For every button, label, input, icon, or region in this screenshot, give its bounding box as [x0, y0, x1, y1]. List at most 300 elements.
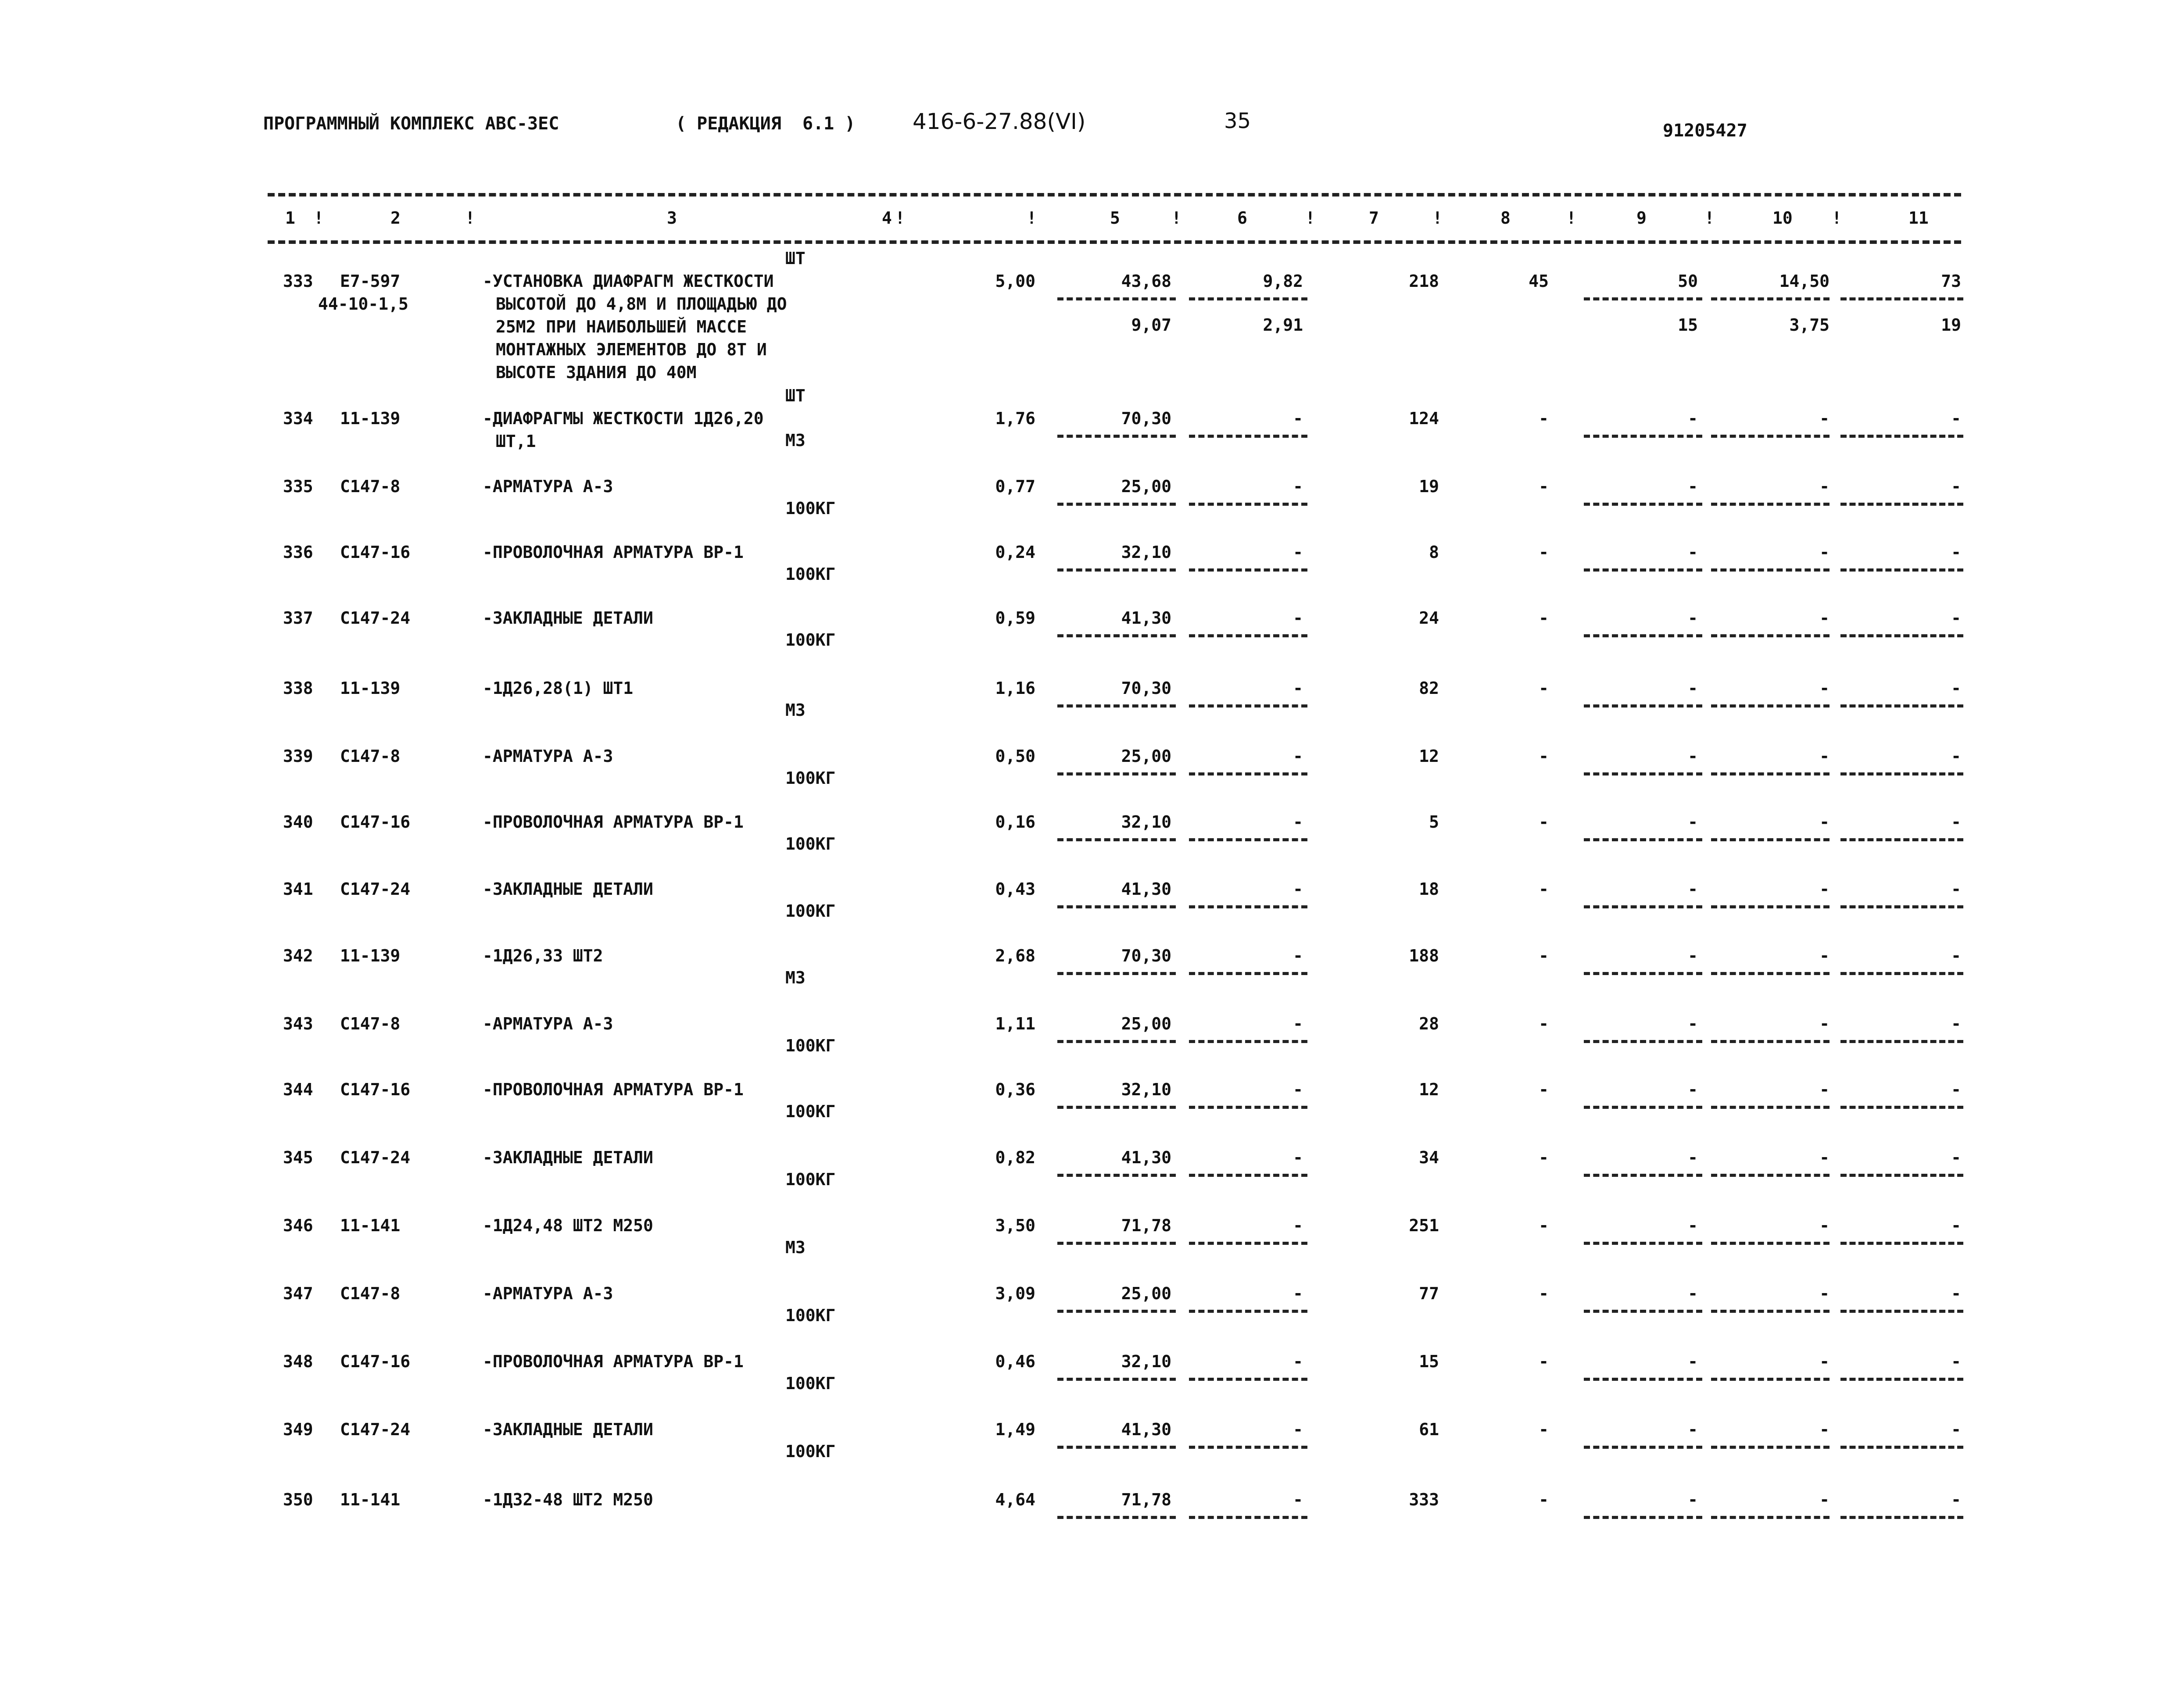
cell-c7: 12	[1419, 1080, 1439, 1099]
cell-c7: 34	[1419, 1148, 1439, 1167]
row-number: 345	[283, 1148, 313, 1167]
cell-c11: -	[1951, 477, 1961, 496]
cell-c6: -	[1293, 608, 1303, 628]
cell-c8: -	[1539, 1080, 1549, 1099]
cell-c5: 32,10	[1121, 1080, 1171, 1099]
cell-qty: 0,77	[995, 477, 1035, 496]
cell-c5: 41,30	[1121, 879, 1171, 899]
cell-c6b: 2,91	[1263, 315, 1303, 335]
cell-qty: 3,09	[995, 1284, 1035, 1303]
unit-label: 100КГ	[785, 630, 836, 650]
cell-qty: 1,11	[995, 1014, 1035, 1033]
work-description: -1Д26,33 ШТ2	[483, 946, 603, 965]
value-underline	[1057, 503, 1176, 506]
column-number: 3	[667, 208, 677, 228]
unit-label: 100КГ	[785, 1306, 836, 1325]
cell-c7: 24	[1419, 608, 1439, 628]
cell-c6: -	[1293, 1148, 1303, 1167]
value-underline	[1057, 838, 1176, 841]
rate-code: С147-16	[340, 1352, 411, 1371]
value-underline	[1840, 634, 1963, 637]
cell-c8: -	[1539, 1352, 1549, 1371]
cell-c10: -	[1819, 747, 1830, 766]
cell-c5: 32,10	[1121, 812, 1171, 832]
value-underline	[1189, 905, 1307, 908]
column-separator: !	[1305, 208, 1315, 228]
value-underline	[1584, 1040, 1702, 1043]
cell-c9: -	[1688, 946, 1698, 965]
value-underline	[1584, 1174, 1702, 1177]
document-code: 91205427	[1663, 121, 1747, 141]
value-underline	[1057, 1106, 1176, 1109]
cell-c7: 333	[1409, 1490, 1439, 1509]
row-number: 342	[283, 946, 313, 965]
rate-code: С147-24	[340, 1148, 411, 1167]
value-underline	[1057, 1516, 1176, 1519]
value-underline	[1711, 1174, 1830, 1177]
cell-c11: -	[1951, 1216, 1961, 1235]
value-underline	[1840, 1446, 1963, 1449]
value-underline	[1711, 772, 1830, 775]
cell-c5: 71,78	[1121, 1216, 1171, 1235]
cell-c7: 188	[1409, 946, 1439, 965]
unit-label: 100КГ	[785, 1442, 836, 1461]
table-header-rule	[268, 240, 1961, 244]
column-number: 5	[1110, 208, 1120, 228]
work-description-line: ВЫСОТЕ ЗДАНИЯ ДО 40М	[496, 363, 697, 382]
unit-label: ШТ	[785, 249, 806, 268]
unit-label: 100КГ	[785, 565, 836, 584]
cell-c5b: 9,07	[1131, 315, 1171, 335]
cell-c7: 77	[1419, 1284, 1439, 1303]
cell-c8: -	[1539, 879, 1549, 899]
column-number: 7	[1369, 208, 1379, 228]
cell-c5: 70,30	[1121, 946, 1171, 965]
program-title: ПРОГРАММНЫЙ КОМПЛЕКС АВС-ЗЕС	[263, 114, 559, 134]
value-underline	[1584, 972, 1702, 975]
cell-c7: 124	[1409, 409, 1439, 428]
unit-label: 100КГ	[785, 1036, 836, 1055]
table-top-rule	[268, 193, 1961, 197]
cell-c6: 9,82	[1263, 272, 1303, 291]
work-description: -ПРОВОЛОЧНАЯ АРМАТУРА ВР-1	[483, 1080, 744, 1099]
row-number: 349	[283, 1420, 313, 1439]
cell-c9: -	[1688, 409, 1698, 428]
cell-c8: -	[1539, 543, 1549, 562]
cell-c5: 32,10	[1121, 543, 1171, 562]
value-underline	[1057, 1040, 1176, 1043]
value-underline	[1057, 772, 1176, 775]
work-description: -ПРОВОЛОЧНАЯ АРМАТУРА ВР-1	[483, 543, 744, 562]
cell-c9: -	[1688, 1014, 1698, 1033]
cell-c8: -	[1539, 1490, 1549, 1509]
cell-c11: -	[1951, 747, 1961, 766]
cell-c6: -	[1293, 1420, 1303, 1439]
column-separator: !	[1566, 208, 1576, 228]
value-underline	[1057, 972, 1176, 975]
cell-qty: 0,43	[995, 879, 1035, 899]
value-underline	[1840, 972, 1963, 975]
value-underline	[1584, 1516, 1702, 1519]
value-underline	[1057, 435, 1176, 438]
cell-qty: 0,46	[995, 1352, 1035, 1371]
cell-qty: 0,50	[995, 747, 1035, 766]
value-underline	[1584, 1378, 1702, 1381]
unit-label: 100КГ	[785, 834, 836, 854]
unit-label: 100КГ	[785, 901, 836, 921]
value-underline	[1189, 1040, 1307, 1043]
cell-c9: -	[1688, 1490, 1698, 1509]
cell-c10: -	[1819, 608, 1830, 628]
cell-qty: 1,16	[995, 679, 1035, 698]
cell-c7: 18	[1419, 879, 1439, 899]
cell-c10b: 3,75	[1789, 315, 1830, 335]
row-number: 337	[283, 608, 313, 628]
value-underline	[1189, 1378, 1307, 1381]
value-underline	[1711, 297, 1830, 300]
cell-c8: -	[1539, 1014, 1549, 1033]
unit-label: 100КГ	[785, 1170, 836, 1189]
column-separator: !	[1432, 208, 1443, 228]
value-underline	[1584, 297, 1702, 300]
row-number: 338	[283, 679, 313, 698]
cell-c5: 41,30	[1121, 1148, 1171, 1167]
column-number: 11	[1908, 208, 1929, 228]
value-underline	[1189, 838, 1307, 841]
cell-c9: -	[1688, 1080, 1698, 1099]
row-number: 344	[283, 1080, 313, 1099]
column-number: 10	[1772, 208, 1793, 228]
cell-c8: 45	[1529, 272, 1549, 291]
cell-c7: 28	[1419, 1014, 1439, 1033]
cell-c10: -	[1819, 409, 1830, 428]
value-underline	[1711, 503, 1830, 506]
cell-c5: 41,30	[1121, 1420, 1171, 1439]
work-description: -АРМАТУРА А-3	[483, 477, 613, 496]
cell-c8: -	[1539, 1216, 1549, 1235]
value-underline	[1189, 1446, 1307, 1449]
row-number: 336	[283, 543, 313, 562]
cell-c5: 25,00	[1121, 1014, 1171, 1033]
value-underline	[1189, 704, 1307, 708]
cell-qty: 4,64	[995, 1490, 1035, 1509]
cell-c8: -	[1539, 679, 1549, 698]
row-number: 340	[283, 812, 313, 832]
cell-c6: -	[1293, 812, 1303, 832]
unit-label: М3	[785, 700, 806, 720]
cell-c11: -	[1951, 1148, 1961, 1167]
value-underline	[1584, 435, 1702, 438]
cell-c8: -	[1539, 477, 1549, 496]
cell-c10: -	[1819, 1420, 1830, 1439]
cell-c11: -	[1951, 1352, 1961, 1371]
value-underline	[1584, 704, 1702, 708]
cell-c6: -	[1293, 1080, 1303, 1099]
value-underline	[1057, 297, 1176, 300]
cell-qty: 0,59	[995, 608, 1035, 628]
value-underline	[1189, 972, 1307, 975]
cell-c7: 15	[1419, 1352, 1439, 1371]
cell-c10: -	[1819, 1352, 1830, 1371]
cell-c9: 50	[1678, 272, 1698, 291]
rate-code: Е7-597	[340, 272, 401, 291]
cell-qty: 0,24	[995, 543, 1035, 562]
row-number: 348	[283, 1352, 313, 1371]
row-number: 350	[283, 1490, 313, 1509]
cell-c10: -	[1819, 946, 1830, 965]
value-underline	[1840, 503, 1963, 506]
column-number: 6	[1237, 208, 1247, 228]
row-number: 343	[283, 1014, 313, 1033]
work-description-line: ВЫСОТОЙ ДО 4,8М И ПЛОЩАДЬЮ ДО	[496, 294, 787, 314]
cell-c9: -	[1688, 477, 1698, 496]
value-underline	[1711, 1106, 1830, 1109]
cell-c7: 82	[1419, 679, 1439, 698]
cell-qty: 1,76	[995, 409, 1035, 428]
rate-code: 11-141	[340, 1216, 401, 1235]
cell-c5: 70,30	[1121, 679, 1171, 698]
unit-label: М3	[785, 431, 806, 450]
cell-c10: -	[1819, 1080, 1830, 1099]
cell-c9: -	[1688, 1352, 1698, 1371]
value-underline	[1189, 1242, 1307, 1245]
cell-c11: 73	[1941, 272, 1961, 291]
rate-code: С147-8	[340, 747, 401, 766]
edition-label: ( РЕДАКЦИЯ 6.1 )	[676, 114, 856, 134]
cell-c11: -	[1951, 879, 1961, 899]
value-underline	[1189, 1106, 1307, 1109]
value-underline	[1189, 568, 1307, 572]
column-separator: !	[895, 208, 905, 228]
cell-c8: -	[1539, 608, 1549, 628]
work-description: -АРМАТУРА А-3	[483, 1284, 613, 1303]
cell-c11: -	[1951, 1490, 1961, 1509]
cell-c9: -	[1688, 608, 1698, 628]
cell-c6: -	[1293, 1284, 1303, 1303]
rate-code-secondary: 44-10-1,5	[318, 294, 408, 314]
work-description: -ПРОВОЛОЧНАЯ АРМАТУРА ВР-1	[483, 1352, 744, 1371]
value-underline	[1584, 1106, 1702, 1109]
value-underline	[1711, 634, 1830, 637]
work-description-line: ШТ,1	[496, 432, 536, 451]
value-underline	[1584, 568, 1702, 572]
cell-c7: 5	[1429, 812, 1439, 832]
value-underline	[1057, 1378, 1176, 1381]
value-underline	[1189, 1310, 1307, 1313]
value-underline	[1711, 1242, 1830, 1245]
value-underline	[1189, 435, 1307, 438]
cell-c8: -	[1539, 812, 1549, 832]
cell-c7: 19	[1419, 477, 1439, 496]
value-underline	[1057, 1242, 1176, 1245]
cell-c11: -	[1951, 1080, 1961, 1099]
project-code: 416-6-27.88(VI)	[913, 109, 1086, 134]
rate-code: С147-16	[340, 812, 411, 832]
cell-c9: -	[1688, 747, 1698, 766]
cell-c6: -	[1293, 747, 1303, 766]
value-underline	[1840, 1242, 1963, 1245]
work-description: -ЗАКЛАДНЫЕ ДЕТАЛИ	[483, 608, 653, 628]
column-number: 2	[390, 208, 401, 228]
value-underline	[1711, 435, 1830, 438]
cell-c5: 32,10	[1121, 1352, 1171, 1371]
value-underline	[1584, 772, 1702, 775]
cell-c6: -	[1293, 477, 1303, 496]
unit-label: ШТ	[785, 386, 806, 405]
cell-c9b: 15	[1678, 315, 1698, 335]
value-underline	[1584, 838, 1702, 841]
value-underline	[1840, 1174, 1963, 1177]
value-underline	[1584, 1310, 1702, 1313]
value-underline	[1711, 568, 1830, 572]
value-underline	[1584, 1242, 1702, 1245]
unit-label: 100КГ	[785, 1374, 836, 1393]
value-underline	[1711, 1040, 1830, 1043]
value-underline	[1584, 905, 1702, 908]
row-number: 347	[283, 1284, 313, 1303]
work-description: -ЗАКЛАДНЫЕ ДЕТАЛИ	[483, 1148, 653, 1167]
column-separator: !	[1171, 208, 1182, 228]
rate-code: С147-16	[340, 1080, 411, 1099]
cell-c10: -	[1819, 1490, 1830, 1509]
value-underline	[1189, 772, 1307, 775]
rate-code: С147-24	[340, 1420, 411, 1439]
value-underline	[1711, 838, 1830, 841]
cell-c6: -	[1293, 1014, 1303, 1033]
cell-c5: 43,68	[1121, 272, 1171, 291]
unit-label: 100КГ	[785, 768, 836, 788]
value-underline	[1840, 838, 1963, 841]
cell-c11: -	[1951, 409, 1961, 428]
unit-label: 100КГ	[785, 1102, 836, 1121]
value-underline	[1840, 1106, 1963, 1109]
cell-qty: 5,00	[995, 272, 1035, 291]
cell-c6: -	[1293, 1490, 1303, 1509]
cell-c9: -	[1688, 812, 1698, 832]
cell-c9: -	[1688, 1148, 1698, 1167]
value-underline	[1711, 1310, 1830, 1313]
cell-c11: -	[1951, 608, 1961, 628]
rate-code: С147-8	[340, 477, 401, 496]
value-underline	[1057, 1446, 1176, 1449]
work-description: -1Д26,28(1) ШТ1	[483, 679, 634, 698]
rate-code: С147-24	[340, 608, 411, 628]
column-separator: !	[1832, 208, 1842, 228]
cell-c8: -	[1539, 409, 1549, 428]
value-underline	[1584, 503, 1702, 506]
cell-c6: -	[1293, 679, 1303, 698]
cell-c11: -	[1951, 812, 1961, 832]
work-description: -ЗАКЛАДНЫЕ ДЕТАЛИ	[483, 1420, 653, 1439]
cell-c10: -	[1819, 1148, 1830, 1167]
value-underline	[1711, 905, 1830, 908]
unit-label: 100КГ	[785, 499, 836, 518]
value-underline	[1711, 972, 1830, 975]
page-number: 35	[1224, 109, 1251, 133]
cell-c7: 251	[1409, 1216, 1439, 1235]
cell-c5: 25,00	[1121, 1284, 1171, 1303]
work-description: -ДИАФРАГМЫ ЖЕСТКОСТИ 1Д26,20	[483, 409, 764, 428]
row-number: 335	[283, 477, 313, 496]
value-underline	[1840, 1310, 1963, 1313]
value-underline	[1840, 1516, 1963, 1519]
cell-c9: -	[1688, 1284, 1698, 1303]
cell-c7: 8	[1429, 543, 1439, 562]
cell-c6: -	[1293, 1216, 1303, 1235]
row-number: 341	[283, 879, 313, 899]
cell-c8: -	[1539, 1420, 1549, 1439]
cell-c10: -	[1819, 1014, 1830, 1033]
work-description-line: МОНТАЖНЫХ ЭЛЕМЕНТОВ ДО 8Т И	[496, 340, 767, 359]
value-underline	[1057, 568, 1176, 572]
cell-c11: -	[1951, 1014, 1961, 1033]
cell-c11: -	[1951, 543, 1961, 562]
value-underline	[1711, 1446, 1830, 1449]
value-underline	[1840, 568, 1963, 572]
value-underline	[1840, 1378, 1963, 1381]
cell-qty: 0,36	[995, 1080, 1035, 1099]
rate-code: С147-8	[340, 1014, 401, 1033]
work-description-line: 25М2 ПРИ НАИБОЛЬШЕЙ МАССЕ	[496, 317, 747, 336]
cell-c11: -	[1951, 1420, 1961, 1439]
cell-c6: -	[1293, 409, 1303, 428]
value-underline	[1840, 772, 1963, 775]
value-underline	[1840, 435, 1963, 438]
rate-code: 11-139	[340, 679, 401, 698]
row-number: 333	[283, 272, 313, 291]
value-underline	[1189, 1516, 1307, 1519]
value-underline	[1584, 1446, 1702, 1449]
cell-c10: 14,50	[1779, 272, 1830, 291]
work-description: -ЗАКЛАДНЫЕ ДЕТАЛИ	[483, 879, 653, 899]
rate-code: 11-139	[340, 946, 401, 965]
cell-c10: -	[1819, 1284, 1830, 1303]
work-description: -УСТАНОВКА ДИАФРАГМ ЖЕСТКОСТИ	[483, 272, 774, 291]
cell-c8: -	[1539, 747, 1549, 766]
value-underline	[1057, 704, 1176, 708]
work-description: -1Д24,48 ШТ2 М250	[483, 1216, 653, 1235]
cell-c9: -	[1688, 1216, 1698, 1235]
value-underline	[1840, 704, 1963, 708]
cell-c6: -	[1293, 1352, 1303, 1371]
cell-c10: -	[1819, 679, 1830, 698]
cell-c10: -	[1819, 1216, 1830, 1235]
row-number: 339	[283, 747, 313, 766]
column-number: 4	[882, 208, 892, 228]
unit-label: М3	[785, 968, 806, 987]
cell-c9: -	[1688, 879, 1698, 899]
rate-code: 11-139	[340, 409, 401, 428]
work-description: -АРМАТУРА А-3	[483, 1014, 613, 1033]
cell-c9: -	[1688, 1420, 1698, 1439]
work-description: -АРМАТУРА А-3	[483, 747, 613, 766]
cell-c10: -	[1819, 812, 1830, 832]
value-underline	[1189, 297, 1307, 300]
column-separator: !	[465, 208, 475, 228]
cell-c7: 12	[1419, 747, 1439, 766]
row-number: 346	[283, 1216, 313, 1235]
cell-c5: 25,00	[1121, 477, 1171, 496]
cell-c8: -	[1539, 946, 1549, 965]
cell-qty: 0,16	[995, 812, 1035, 832]
cell-c11: -	[1951, 679, 1961, 698]
cell-c6: -	[1293, 946, 1303, 965]
rate-code: С147-24	[340, 879, 411, 899]
cell-c8: -	[1539, 1148, 1549, 1167]
cell-c7: 61	[1419, 1420, 1439, 1439]
rate-code: С147-8	[340, 1284, 401, 1303]
column-number: 9	[1636, 208, 1647, 228]
